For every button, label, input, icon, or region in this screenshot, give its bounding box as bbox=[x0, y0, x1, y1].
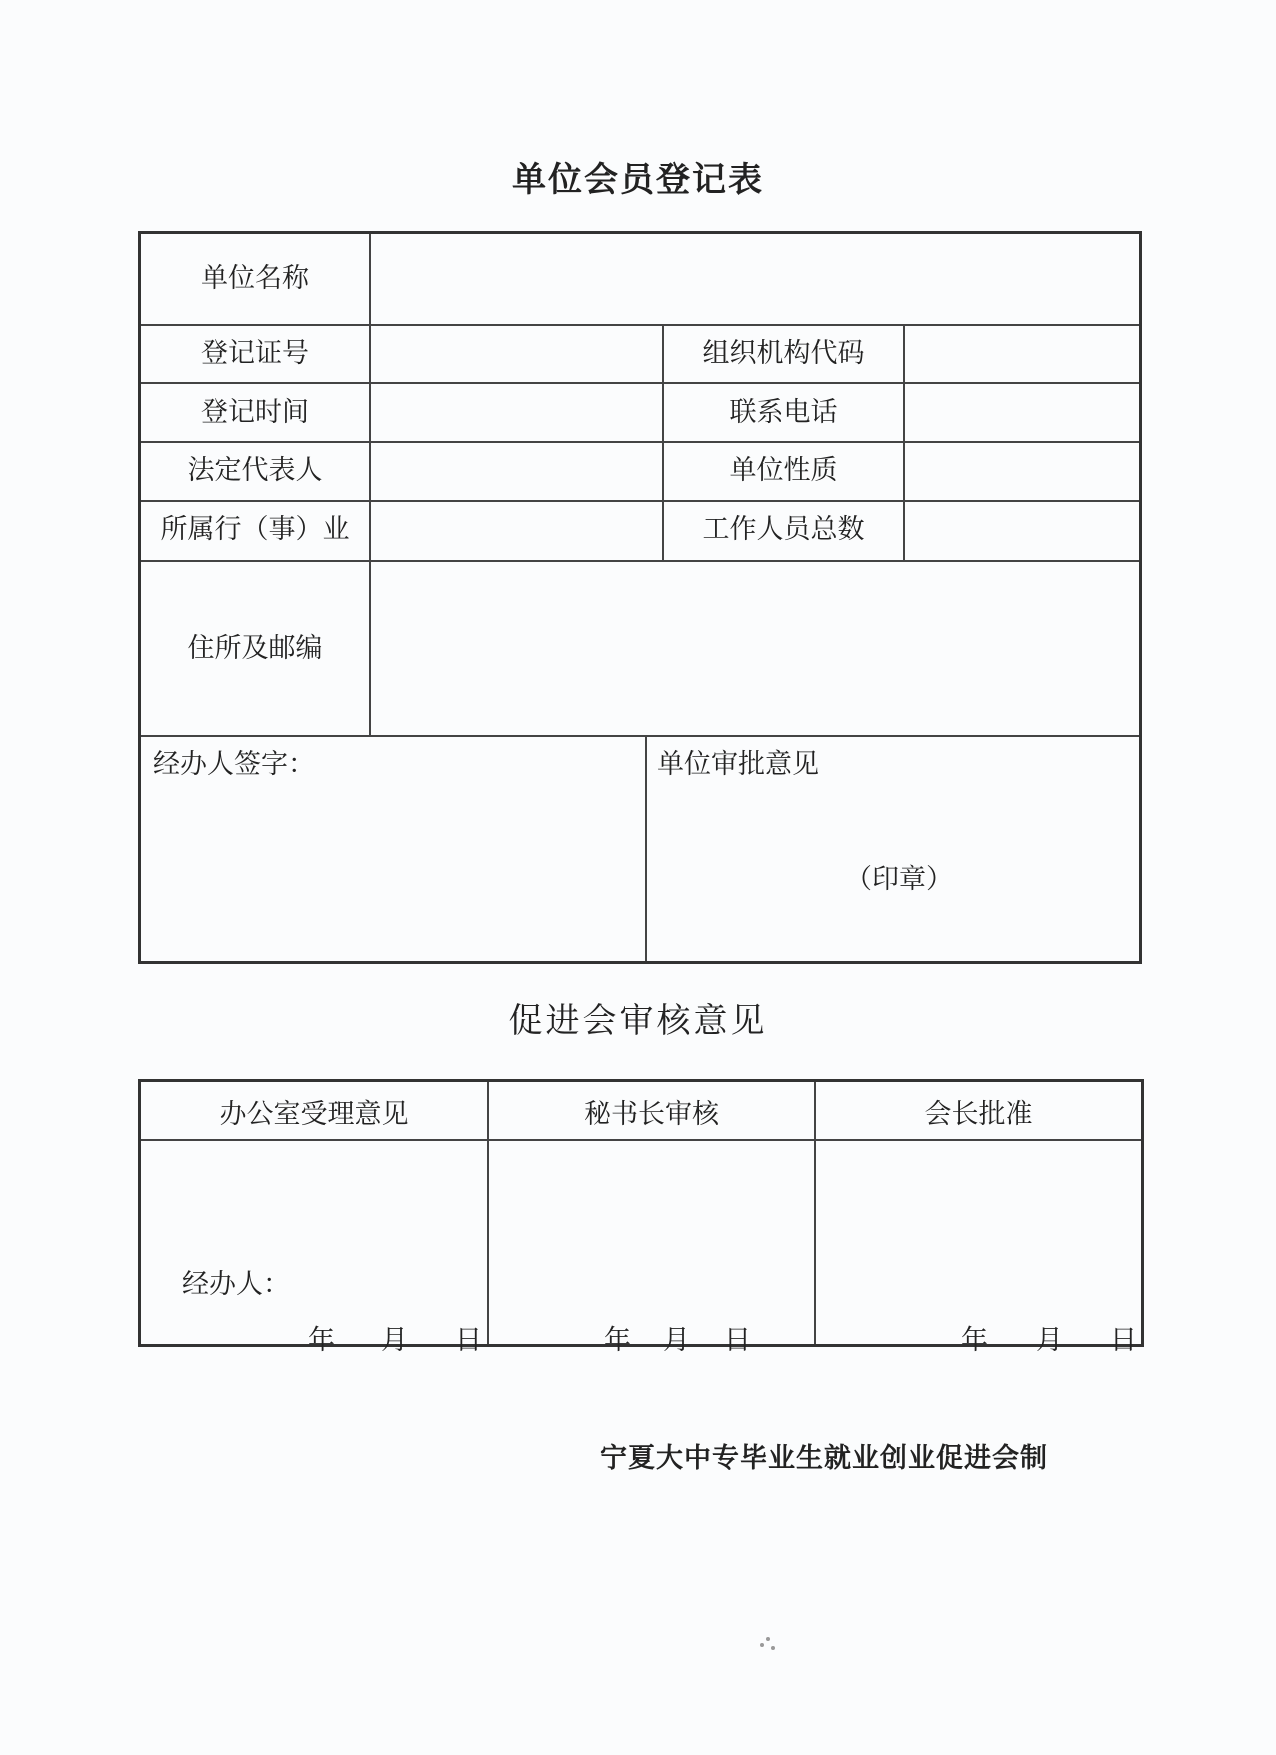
date-year: 年 bbox=[604, 1325, 631, 1356]
date-month: 月 bbox=[663, 1325, 690, 1356]
reg-cert-no-field[interactable] bbox=[372, 326, 662, 382]
unit-opinion-label: 单位审批意见 bbox=[657, 749, 819, 780]
secretary-review-header: 秘书长审核 bbox=[584, 1099, 719, 1130]
form-title: 单位会员登记表 bbox=[512, 160, 764, 200]
scan-speck bbox=[766, 1637, 770, 1641]
registration-table bbox=[138, 231, 1142, 964]
date-day: 日 bbox=[455, 1325, 482, 1356]
legal-rep-label: 法定代表人 bbox=[187, 455, 323, 486]
reg-cert-no-label: 登记证号 bbox=[201, 338, 309, 369]
handler-sign-label: 经办人签字： bbox=[153, 749, 315, 780]
review-table bbox=[138, 1079, 1144, 1356]
date-year: 年 bbox=[308, 1325, 335, 1356]
unit-nature-field[interactable] bbox=[906, 443, 1139, 500]
address-label: 住所及邮编 bbox=[187, 633, 323, 664]
office-opinion-area[interactable] bbox=[141, 1141, 487, 1344]
president-approval-header: 会长批准 bbox=[924, 1099, 1033, 1130]
scan-speck bbox=[760, 1643, 764, 1647]
unit-name-label: 单位名称 bbox=[201, 263, 309, 294]
phone-label: 联系电话 bbox=[729, 397, 838, 428]
review-title: 促进会审核意见 bbox=[508, 1001, 768, 1041]
industry-label: 所属行（事）业 bbox=[160, 514, 350, 545]
office-opinion-header: 办公室受理意见 bbox=[219, 1099, 409, 1130]
secretary-review-area[interactable] bbox=[489, 1141, 814, 1344]
date-day: 日 bbox=[724, 1325, 751, 1356]
date-month: 月 bbox=[381, 1325, 408, 1356]
phone-field[interactable] bbox=[906, 384, 1139, 441]
date-year: 年 bbox=[961, 1325, 988, 1356]
handler-label: 经办人： bbox=[182, 1269, 290, 1300]
president-approval-area[interactable] bbox=[816, 1141, 1141, 1344]
footer-issuer: 宁夏大中专毕业生就业创业促进会制 bbox=[600, 1443, 1048, 1474]
reg-time-label: 登记时间 bbox=[201, 397, 309, 428]
org-code-field[interactable] bbox=[906, 326, 1139, 382]
org-code-label: 组织机构代码 bbox=[702, 338, 865, 369]
address-field[interactable] bbox=[372, 562, 1139, 735]
unit-name-field[interactable] bbox=[372, 234, 1139, 324]
unit-nature-label: 单位性质 bbox=[729, 455, 838, 486]
date-day: 日 bbox=[1110, 1325, 1137, 1356]
scan-speck bbox=[771, 1646, 775, 1650]
legal-rep-field[interactable] bbox=[372, 443, 662, 500]
seal-label: （印章） bbox=[845, 864, 953, 895]
staff-total-field[interactable] bbox=[906, 502, 1139, 560]
industry-field[interactable] bbox=[372, 502, 662, 560]
date-month: 月 bbox=[1036, 1325, 1063, 1356]
staff-total-label: 工作人员总数 bbox=[702, 514, 865, 545]
reg-time-field[interactable] bbox=[372, 384, 662, 441]
